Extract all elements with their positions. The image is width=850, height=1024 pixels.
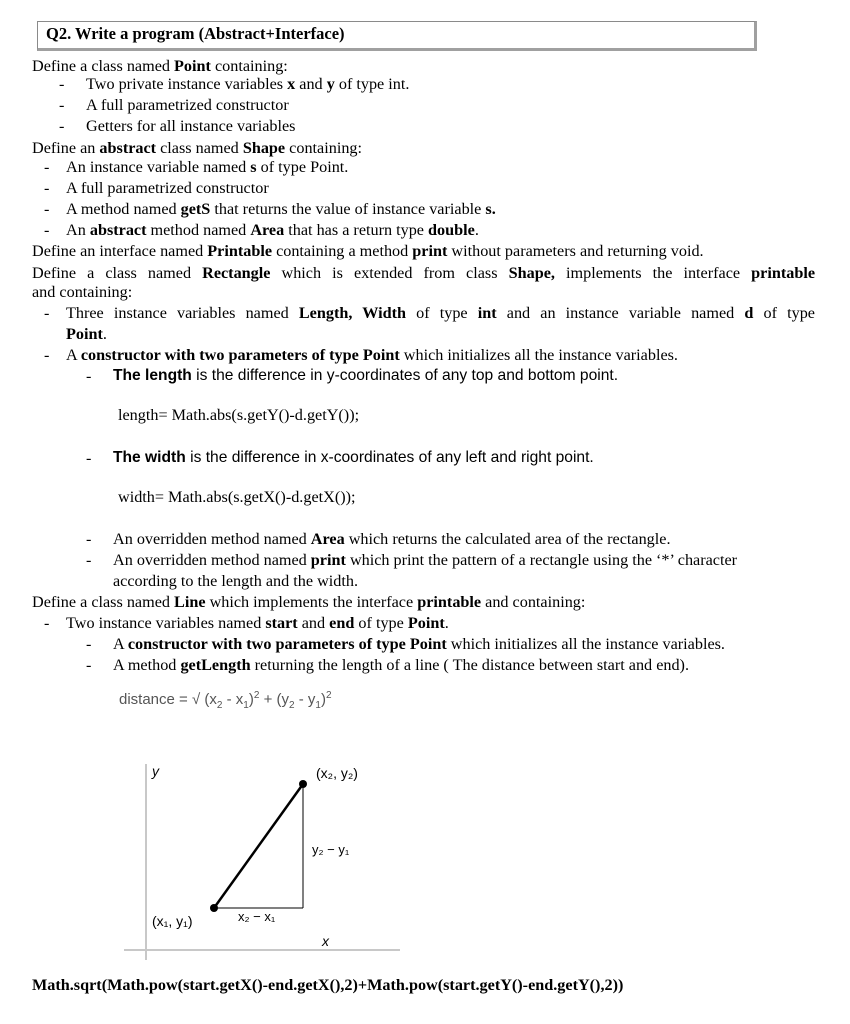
vertical-leg-label: y₂ − y₁	[312, 842, 350, 857]
text-run: Point	[66, 325, 103, 343]
text-run: and	[295, 75, 327, 93]
formula-sub: 2	[216, 700, 223, 711]
text-run: Point	[174, 57, 211, 75]
text-run: .	[474, 221, 479, 239]
text-run: Define an interface named	[32, 242, 208, 260]
text-run: which initializes all the instance variables.	[446, 635, 725, 653]
text-run: constructor with two parameters of type Point	[127, 635, 447, 653]
list-item	[86, 74, 409, 94]
text-run: abstract	[89, 221, 147, 239]
list-dash: -	[44, 221, 50, 239]
text-run: and	[297, 614, 330, 632]
list-item	[66, 178, 269, 198]
paragraph-line	[32, 282, 132, 302]
formula-sup: 2	[325, 690, 332, 701]
text-run: y	[326, 75, 335, 93]
text-run: A	[66, 346, 81, 364]
list-dash: -	[44, 304, 50, 322]
text-run: getLength	[180, 656, 251, 674]
text-run: x	[287, 75, 296, 93]
list-item	[113, 571, 358, 591]
text-run: class named	[156, 139, 243, 157]
text-run: print	[310, 551, 346, 569]
formula-label: distance	[119, 691, 175, 708]
text-run: constructor with two parameters of type Point	[80, 346, 400, 364]
text-run: Length, Width	[298, 304, 406, 322]
text-run: is the difference in x-coordinates of any left and right point.	[185, 449, 594, 466]
text-run: A full parametrized constructor	[86, 96, 289, 114]
text-run: A method named	[66, 200, 181, 218]
text-run: Shape	[242, 139, 286, 157]
text-run: .	[102, 325, 107, 343]
text-run: The width	[113, 449, 186, 466]
text-run: start	[265, 614, 298, 632]
text-run: of type Point.	[256, 158, 349, 176]
list-dash: -	[86, 367, 92, 385]
list-item	[113, 655, 689, 675]
bottom-point-label: (x₁, y₁)	[152, 913, 193, 929]
list-dash: -	[59, 75, 65, 93]
list-dash: -	[86, 635, 92, 653]
formula-sub: 2	[289, 700, 295, 711]
point-top	[299, 780, 307, 788]
text-run: s.	[485, 200, 496, 218]
text-run: containing:	[285, 139, 362, 157]
list-item	[113, 366, 618, 386]
text-run: .	[444, 614, 449, 632]
formula-part: - x	[222, 691, 244, 708]
text-run: int	[477, 304, 497, 322]
paragraph-line	[32, 263, 815, 283]
paragraph-line	[32, 138, 362, 158]
distance-code: Math.sqrt(Math.pow(start.getX()-end.getX(),2)+Math.pow(start.getY()-end.getY(),2))	[32, 976, 624, 994]
paragraph-line	[32, 241, 704, 261]
text-run: of type	[354, 614, 408, 632]
list-dash: -	[44, 614, 50, 632]
text-run: which is extended from class	[270, 264, 509, 282]
text-run: that returns the value of instance variable	[210, 200, 486, 218]
text-run: A method	[113, 656, 181, 674]
list-item	[66, 345, 678, 365]
text-run: Area	[310, 530, 345, 548]
text-run: Printable	[207, 242, 273, 260]
text-run: An overridden method named	[113, 551, 311, 569]
list-item	[113, 529, 671, 549]
list-dash: -	[44, 179, 50, 197]
text-run: double	[428, 221, 475, 239]
text-run: printable	[751, 264, 815, 282]
list-item	[113, 550, 737, 570]
list-item	[113, 448, 594, 468]
text-run: and containing:	[32, 283, 133, 301]
text-run: which returns the calculated area of the rectangle.	[344, 530, 671, 548]
list-dash: -	[86, 551, 92, 569]
text-run: and an instance variable named	[496, 304, 745, 322]
text-run: that has a return type	[284, 221, 429, 239]
text-run: An overridden method named	[113, 530, 311, 548]
text-run: Define a class named	[32, 264, 203, 282]
list-item	[66, 220, 479, 240]
formula-part: - y	[294, 691, 316, 708]
text-run: print	[412, 242, 448, 260]
x-axis-label: x	[322, 933, 329, 949]
text-run: which implements the interface	[205, 593, 418, 611]
list-item	[66, 157, 348, 177]
formula-part: )	[248, 691, 254, 708]
list-dash: -	[44, 158, 50, 176]
text-run: Define a class named	[32, 57, 175, 75]
top-point-label: (x₂, y₂)	[316, 765, 358, 781]
formula-sup: 2	[253, 690, 260, 701]
list-dash: -	[44, 200, 50, 218]
text-run: end	[329, 614, 355, 632]
text-run: width= Math.abs(s.getX()-d.getX());	[118, 488, 356, 506]
question-title-box	[37, 21, 757, 51]
formula-part: )	[320, 691, 326, 708]
list-dash: -	[59, 96, 65, 114]
text-run: which initializes all the instance variables.	[399, 346, 678, 364]
text-run: A full parametrized constructor	[66, 179, 269, 197]
text-run: Getters for all instance variables	[86, 117, 296, 135]
text-run: Two private instance variables	[86, 75, 288, 93]
point-bottom	[210, 904, 218, 912]
text-run: implements the interface	[554, 264, 752, 282]
text-run: printable	[417, 593, 482, 611]
paragraph-line	[32, 592, 585, 612]
text-run: containing:	[210, 57, 288, 75]
question-title: Q2. Write a program (Abstract+Interface)	[46, 24, 345, 43]
text-run: method named	[146, 221, 251, 239]
horizontal-leg-label: x₂ − x₁	[238, 909, 276, 924]
text-run: Rectangle	[202, 264, 271, 282]
text-run: Point	[407, 614, 445, 632]
text-run: Three instance variables named	[66, 304, 299, 322]
list-item	[66, 199, 496, 219]
text-run: Define an	[32, 139, 100, 157]
list-dash: -	[86, 530, 92, 548]
list-dash: -	[86, 656, 92, 674]
code-line	[118, 405, 359, 425]
text-run: is the difference in y-coordinates of any top and bottom point.	[191, 367, 619, 384]
y-axis-label: y	[152, 763, 159, 779]
formula-sub: 1	[243, 700, 249, 711]
text-run: Area	[250, 221, 285, 239]
formula-part: = √ (x	[174, 691, 217, 708]
text-run: getS	[180, 200, 211, 218]
text-run: An instance variable named	[66, 158, 251, 176]
hypotenuse-line	[214, 784, 303, 908]
list-item	[86, 116, 295, 136]
text-run: according to the length and the width.	[113, 572, 358, 590]
text-run: returning the length of a line ( The distance between start and end).	[250, 656, 689, 674]
text-run: of type	[406, 304, 478, 322]
list-item	[66, 613, 449, 633]
list-item	[113, 634, 725, 654]
text-run: abstract	[99, 139, 157, 157]
distance-diagram	[110, 750, 410, 965]
text-run: d	[744, 304, 754, 322]
list-dash: -	[59, 117, 65, 135]
text-run: An	[66, 221, 90, 239]
paragraph-line	[32, 56, 288, 76]
distance-formula	[119, 686, 332, 716]
text-run: of type int.	[334, 75, 410, 93]
text-run: without parameters and returning void.	[447, 242, 704, 260]
text-run: and containing:	[481, 593, 586, 611]
text-run: The length	[113, 367, 192, 384]
code-line	[118, 487, 356, 507]
text-run: Line	[174, 593, 206, 611]
text-run: Define a class named	[32, 593, 175, 611]
text-run: Shape,	[508, 264, 555, 282]
text-run: Two instance variables named	[66, 614, 266, 632]
text-run: s	[250, 158, 257, 176]
formula-part: + (y	[259, 691, 289, 708]
formula-sub: 1	[315, 700, 321, 711]
list-dash: -	[44, 346, 50, 364]
list-item	[66, 303, 815, 323]
list-item	[86, 95, 289, 115]
text-run: of type	[753, 304, 815, 322]
text-run: A	[113, 635, 128, 653]
list-item	[66, 324, 107, 344]
text-run: which print the pattern of a rectangle using the ‘*’ character	[345, 551, 738, 569]
text-run: containing a method	[272, 242, 413, 260]
text-run: length= Math.abs(s.getY()-d.getY());	[118, 406, 360, 424]
list-dash: -	[86, 449, 92, 467]
